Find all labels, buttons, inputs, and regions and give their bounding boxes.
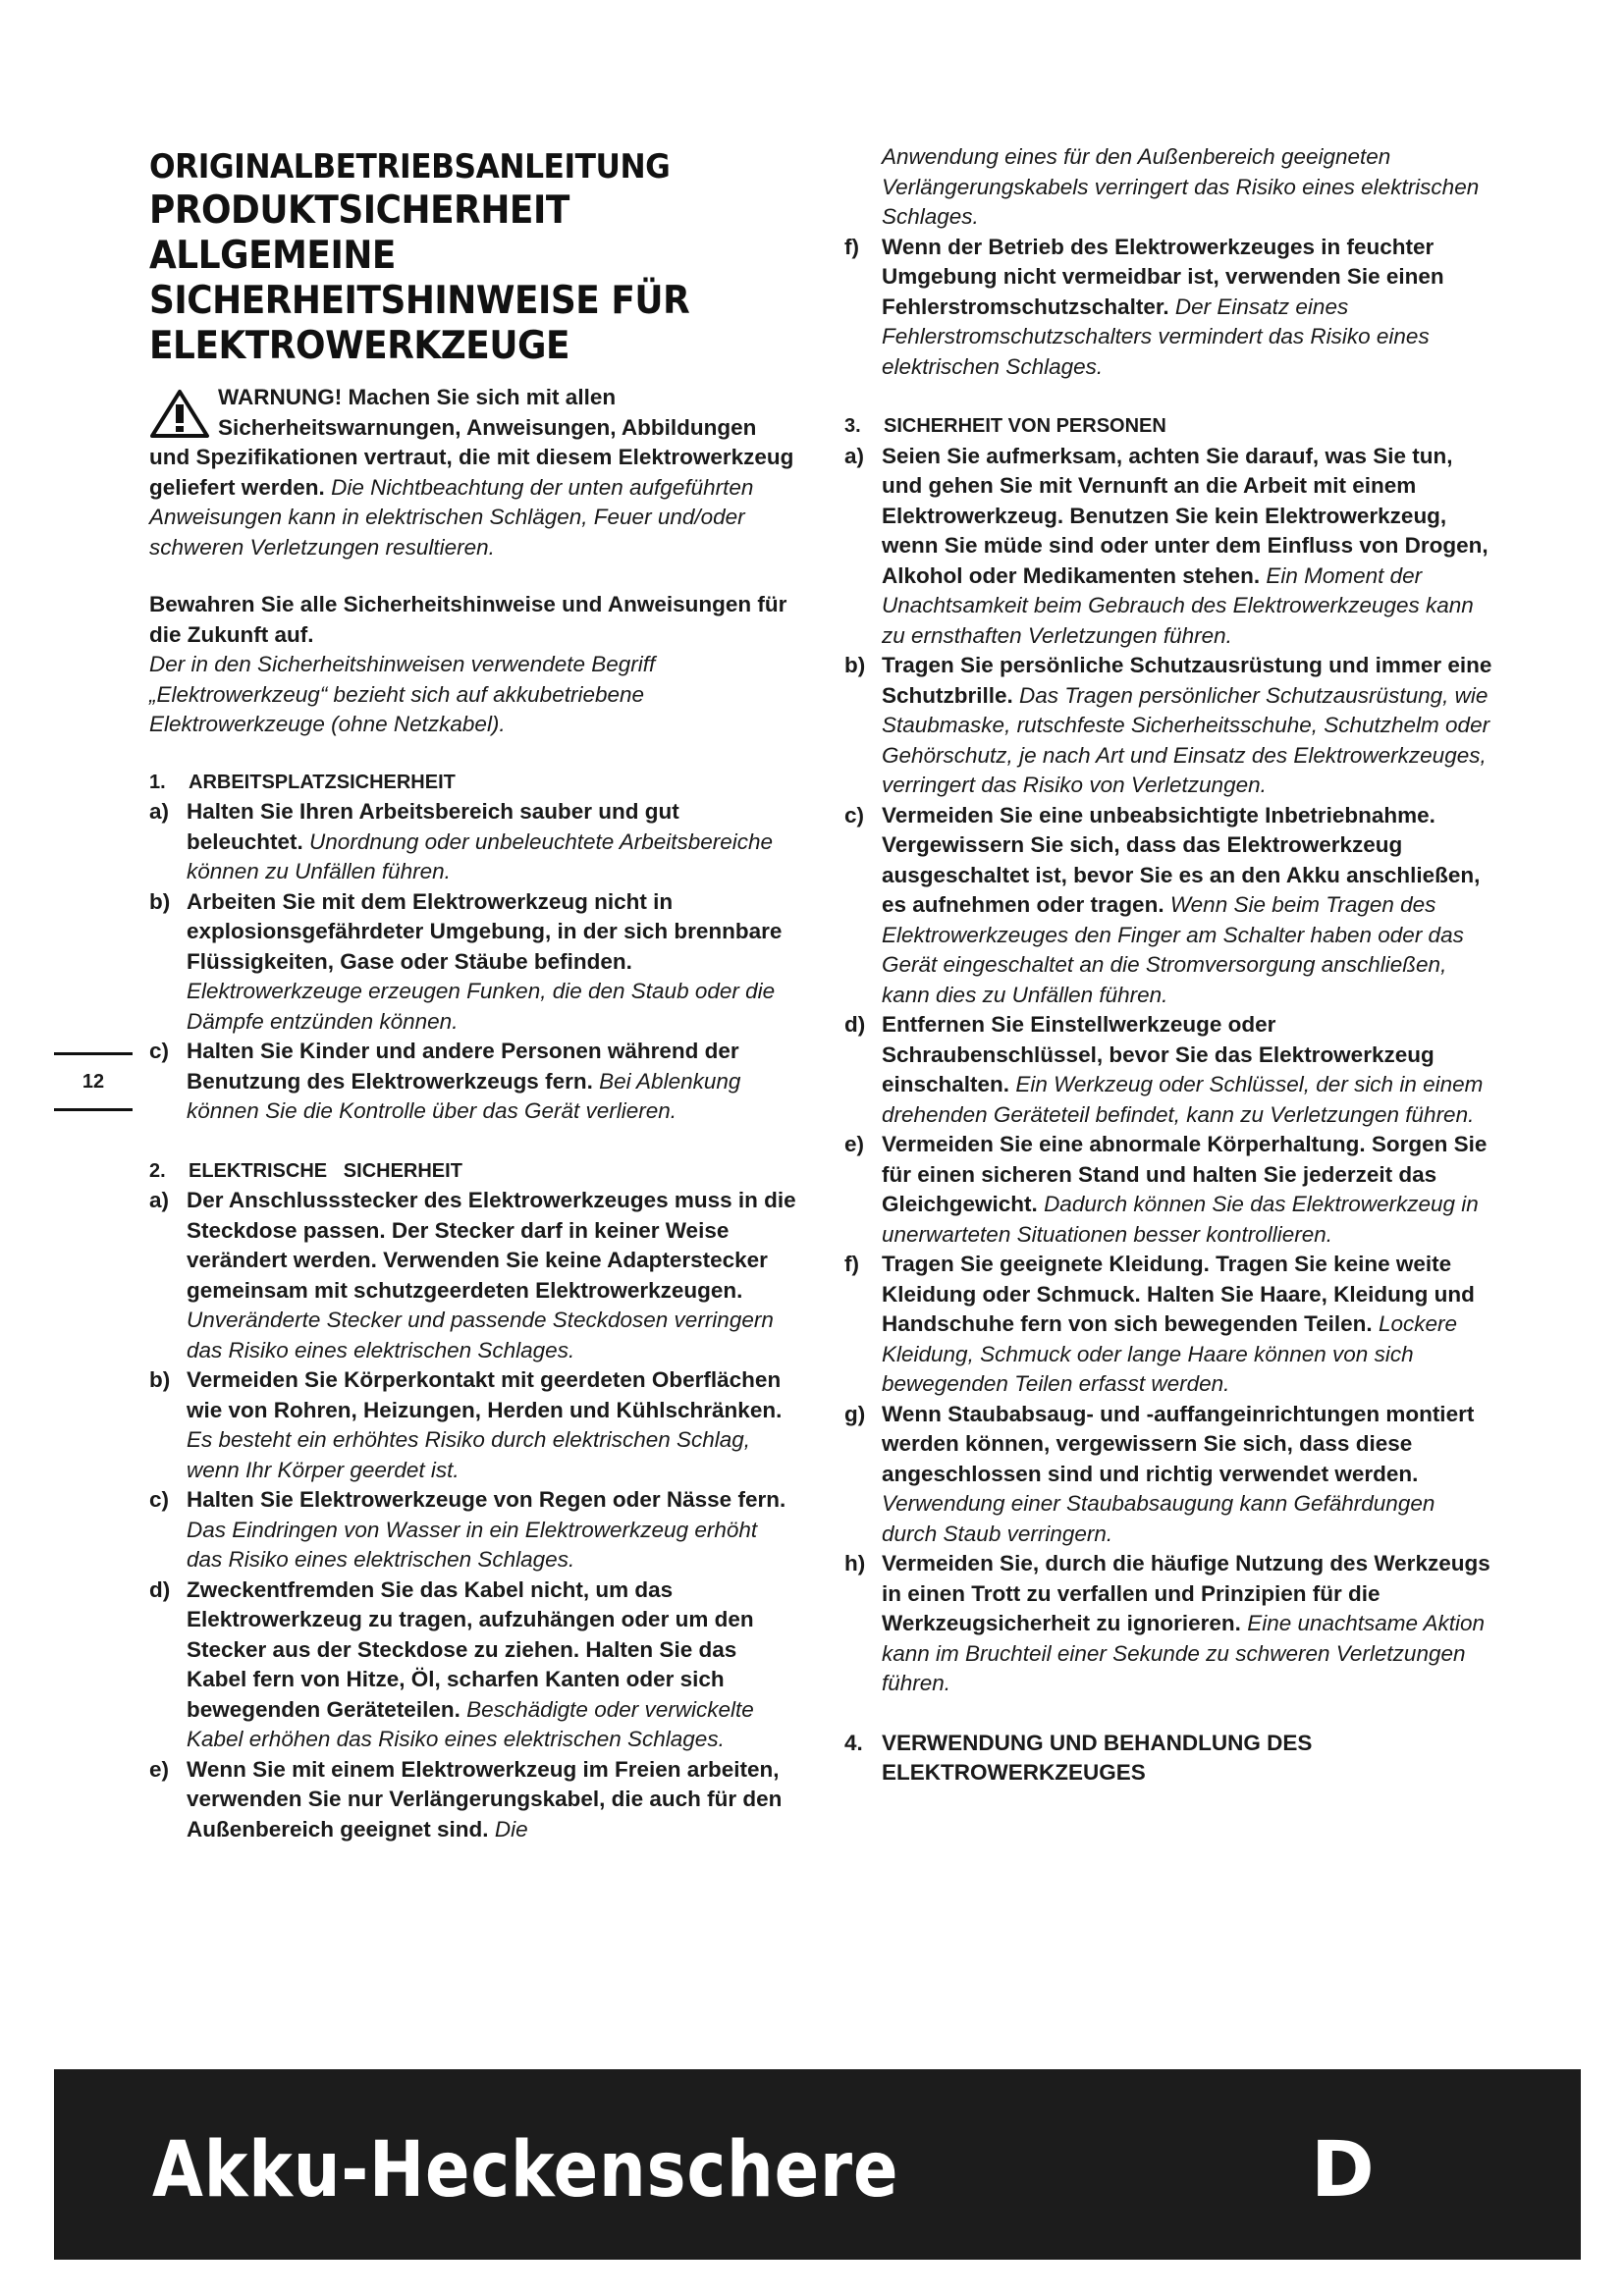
footer-language: D xyxy=(1311,2126,1375,2215)
list-item: f) Tragen Sie geeignete Kleidung. Tragen Sie keine weite Kleidung oder Schmuck. Halten Sie Haare, Kleidung und Handschuhe fern von sich bewegenden Teilen. Lockere Kleidung, Schmuck oder lange Haare können von sich bewegenden Teilen erfasst werden. xyxy=(844,1252,1475,1396)
warning-italic: Die Nichtbeachtung der unten aufgeführten Anweisungen kann in elektrischen Schlägen, Feuer und/oder schweren Verletzungen resultieren. xyxy=(149,474,754,560)
list-item: c) Halten Sie Kinder und andere Personen während der Benutzung des Elektrowerkzeugs fern. Bei Ablenkung können Sie die Kontrolle über das Gerät verlieren. xyxy=(149,1039,741,1123)
list-item: b) Tragen Sie persönliche Schutzausrüstung und immer eine Schutzbrille. Das Tragen persönlicher Schutzausrüstung, wie Staubmaske, rutschfeste Sicherheitsschuhe, Schutzhelm oder Gehörschutz, je nach Art und Einsatz des Elektrowerkzeuges, verringert das Risiko von Verletzungen. xyxy=(844,653,1492,797)
keep-italic: Der in den Sicherheitshinweisen verwendete Begriff „Elektrowerkzeug“ bezieht sich auf akkubetriebene Elektrowerkzeuge (ohne Netzkabel). xyxy=(149,652,656,736)
keep-bold: Bewahren Sie alle Sicherheitshinweise und Anweisungen für die Zukunft auf. xyxy=(149,592,787,647)
list-item: h) Vermeiden Sie, durch die häufige Nutzung des Werkzeugs in einen Trott zu verfallen und Prinzipien für die Werkzeugsicherheit zu ignorieren. Eine unachtsame Aktion kann im Bruchteil einer Sekunde zu schweren Verletzungen führen. xyxy=(844,1551,1490,1695)
list-item: d) Zweckentfremden Sie das Kabel nicht, um das Elektrowerkzeug zu tragen, aufzuhängen oder um den Stecker aus der Steckdose zu ziehen. Halten Sie das Kabel fern von Hitze, Öl, scharfen Kanten oder sich bewegenden Geräteteilen. Beschädigte oder verwickelte Kabel erhöhen das Risiko eines elektrischen Schlages. xyxy=(149,1576,754,1751)
list-item: c) Halten Sie Elektrowerkzeuge von Regen oder Nässe fern. Das Eindringen von Wasser in ein Elektrowerkzeug erhöht das Risiko eines elektrischen Schlages. xyxy=(149,1487,786,1572)
list-item: g) Wenn Staubabsaug- und -auffangeinrichtungen montiert werden können, vergewissern Sie sich, dass diese angeschlossen sind und richtig verwendet werden. Verwendung einer Staubabsaugung kann Gefährdungen durch Staub verringern. xyxy=(844,1401,1475,1546)
list-item: a) Seien Sie aufmerksam, achten Sie darauf, was Sie tun, und gehen Sie mit Vernunft an die Arbeit mit einem Elektrowerkzeug. Benutzen Sie kein Elektrowerkzeug, wenn Sie müde sind oder unter dem Einfluss von Drogen, Alkohol oder Medikamenten stehen. Ein Moment der Unachtsamkeit beim Gebrauch des Elektrowerkzeuges kann zu ernsthaften Verletzungen führen. xyxy=(844,443,1489,648)
warning-triangle-icon xyxy=(149,389,210,440)
list-item: b) Vermeiden Sie Körperkontakt mit geerdeten Oberflächen wie von Rohren, Heizungen, Herden und Kühlschränken. Es besteht ein erhöhtes Risiko durch elektrischen Schlag, wenn Ihr Körper geerdet ist. xyxy=(149,1367,783,1482)
list-item: a) Halten Sie Ihren Arbeitsbereich sauber und gut beleuchtet. Unordnung oder unbeleuchtete Arbeitsbereiche können zu Unfällen führen. xyxy=(149,799,774,883)
warning-block xyxy=(149,383,797,562)
list-item: c) Vermeiden Sie eine unbeabsichtigte Inbetriebnahme. Vergewissern Sie sich, dass das Elektrowerkzeug ausgeschaltet ist, bevor Sie es an den Akku anschließen, es aufnehmen oder tragen. Wenn Sie beim Tragen des Elektrowerkzeuges den Finger am Schalter haben oder das Gerät eingeschaltet an die Stromversorgung anschließen, kann dies zu Unfällen führen. xyxy=(844,802,1481,1007)
continued-text: Anwendung eines für den Außenbereich geeigneten Verlängerungskabels verringert das Risiko eines elektrischen Schlages. xyxy=(882,144,1480,229)
list-item: e) Wenn Sie mit einem Elektrowerkzeug im Freien arbeiten, verwenden Sie nur Verlängerungskabel, die auch für den Außenbereich geeignet sind. Die xyxy=(149,1756,783,1842)
section-heading-1: 1. ARBEITSPLATZSICHERHEIT xyxy=(149,771,456,793)
title-line-5: ELEKTROWERKZEUGE xyxy=(149,324,570,368)
footer-bar xyxy=(54,2069,1581,2260)
list-item: f) Wenn der Betrieb des Elektrowerkzeuges in feuchter Umgebung nicht vermeidbar ist, verwenden Sie einen Fehlerstromschutzschalter. Der Einsatz eines Fehlerstromschutzschalters vermindert das Risiko eines elektrischen Schlages. xyxy=(844,234,1444,379)
right-column xyxy=(844,142,1492,1789)
section-heading-3: 3. SICHERHEIT VON PERSONEN xyxy=(844,415,1166,437)
list-item: e) Vermeiden Sie eine abnormale Körperhaltung. Sorgen Sie für einen sicheren Stand und halten Sie jederzeit das Gleichgewicht. Dadurch können Sie das Elektrowerkzeug in unerwarteten Situationen besser kontrollieren. xyxy=(844,1132,1488,1247)
title-line-1: ORIGINALBETRIEBSANLEITUNG xyxy=(149,147,671,187)
list-item: d) Entfernen Sie Einstellwerkzeuge oder Schraubenschlüssel, bevor Sie das Elektrowerkzeug einschalten. Ein Werkzeug oder Schlüssel, der sich in einem drehenden Geräteteil befindet, kann zu Verletzungen führen. xyxy=(844,1012,1484,1127)
keep-instructions xyxy=(149,590,797,740)
title-line-4: SICHERHEITSHINWEISE FÜR xyxy=(149,279,690,323)
warning-bold: WARNUNG! Machen Sie sich mit allen Sicherheitswarnungen, Anweisungen, Abbildungen und Spezifikationen vertraut, die mit diesem Elektrowerkzeug geliefert werden. xyxy=(149,385,794,500)
list-item: b) Arbeiten Sie mit dem Elektrowerkzeug nicht in explosionsgefährdeter Umgebung, in der sich brennbare Flüssigkeiten, Gase oder Stäube befinden. Elektrowerkzeuge erzeugen Funken, die den Staub oder die Dämpfe entzünden können. xyxy=(149,888,783,1034)
list-item: a) Der Anschlussstecker des Elektrowerkzeuges muss in die Steckdose passen. Der Stecker darf in keiner Weise verändert werden. Verwenden Sie keine Adapterstecker gemeinsam mit schutzgeerdeten Elektrowerkzeugen. Unveränderte Stecker und passende Steckdosen verringern das Risiko eines elektrischen Schlages. xyxy=(149,1188,796,1362)
page-title xyxy=(149,145,797,369)
page-number: 12 xyxy=(54,1052,133,1111)
left-column xyxy=(149,145,797,1844)
title-line-2: PRODUKTSICHERHEIT xyxy=(149,188,569,233)
footer-title: Akku-Heckenschere xyxy=(152,2126,899,2215)
section-heading-2: 2. ELEKTRISCHE SICHERHEIT xyxy=(149,1159,462,1182)
section-heading-4: 4. VERWENDUNG UND BEHANDLUNG DES ELEKTROWERKZEUGES xyxy=(844,1730,1313,1785)
title-line-3: ALLGEMEINE xyxy=(149,234,396,278)
